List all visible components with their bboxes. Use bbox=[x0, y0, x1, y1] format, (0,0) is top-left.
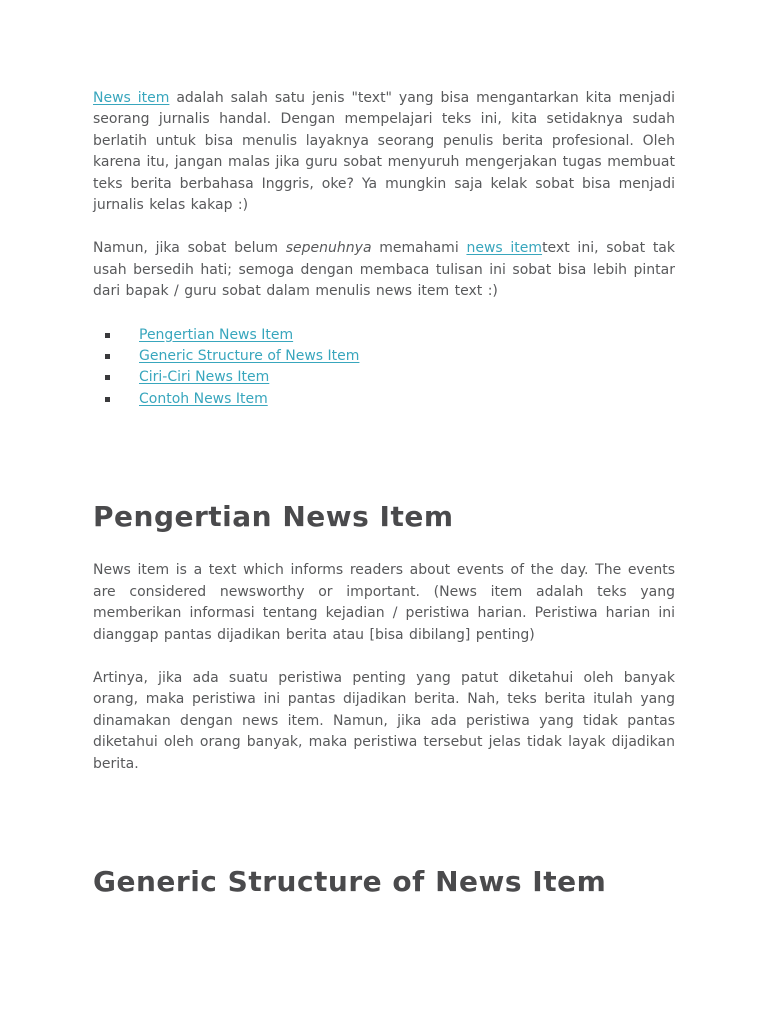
toc-link-pengertian[interactable]: Pengertian News Item bbox=[139, 326, 294, 343]
section-heading-generic-structure: Generic Structure of News Item bbox=[93, 864, 607, 898]
section-heading-pengertian: Pengertian News Item bbox=[93, 500, 454, 534]
document-content bbox=[93, 0, 675, 899]
news-item-link-2[interactable]: news item bbox=[466, 240, 543, 257]
toc-link-ciri-ciri[interactable]: Ciri-Ciri News Item bbox=[139, 369, 270, 386]
news-item-link-1[interactable]: News item bbox=[93, 90, 170, 106]
toc-link-contoh[interactable]: Contoh News Item bbox=[139, 390, 268, 407]
pengertian-paragraph-1: News item is a text which informs readers about events of the day. The events are considered newsworthy or important. (News item adalah teks yang memberikan informasi tentang kejadian / peristiwa harian. Peristiwa harian ini dianggap pantas dijadikan berita atau [bisa dibilang] penting) bbox=[93, 562, 675, 643]
toc-item bbox=[93, 367, 675, 388]
italic-text: sepenuhnya bbox=[285, 240, 372, 257]
toc-list bbox=[93, 325, 675, 411]
intro-paragraph-1: News item adalah salah satu jenis "text" yang bisa mengantarkan kita menjadi seorang jurnalis handal. Dengan mempelajari teks ini, kita setidaknya sudah berlatih untuk bisa menulis layaknya seorang penulis berita profesional. Oleh karena itu, jangan malas jika guru sobat menyuruh mengerjakan tugas membuat teks berita berbahasa Inggris, oke? Ya mungkin saja kelak sobat bisa menjadi jurnalis kelas kakap :) bbox=[93, 90, 675, 214]
toc-item bbox=[93, 346, 675, 367]
toc-link-generic-structure[interactable]: Generic Structure of News Item bbox=[139, 348, 360, 365]
toc-item bbox=[93, 325, 675, 346]
toc-item bbox=[93, 389, 675, 410]
intro-paragraph-2: Namun, jika sobat belum sepenuhnya memahami news itemtext ini, sobat tak usah bersedih hati; semoga dengan membaca tulisan ini sobat bisa lebih pintar dari bapak / guru sobat dalam menulis news item text :) bbox=[93, 240, 675, 300]
pengertian-paragraph-2: Artinya, jika ada suatu peristiwa penting yang patut diketahui oleh banyak orang, maka peristiwa ini pantas dijadikan berita. Nah, teks berita itulah yang dinamakan dengan news item. Namun, jika ada peristiwa yang tidak pantas diketahui oleh orang banyak, maka peristiwa tersebut jelas tidak layak dijadikan berita. bbox=[93, 669, 675, 772]
